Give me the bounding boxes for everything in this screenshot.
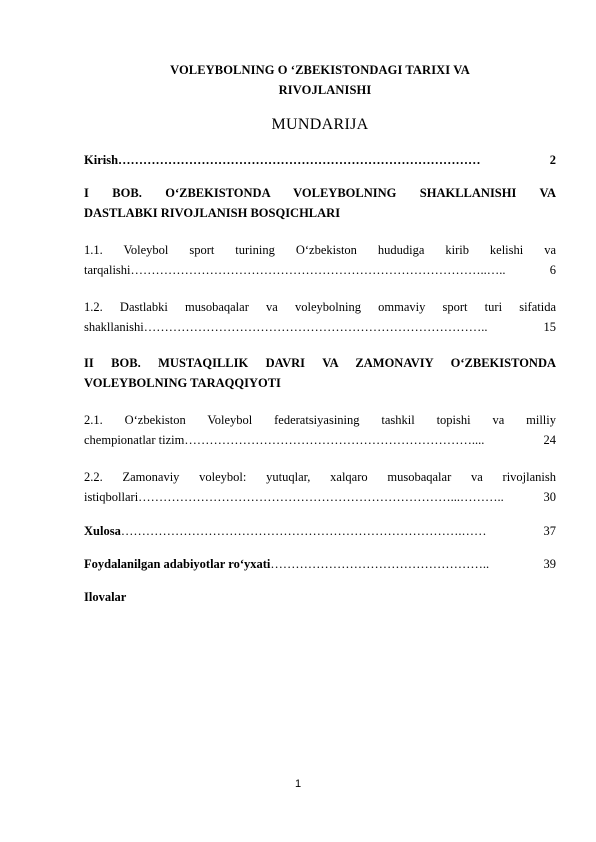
toc-entry-label: tarqalishi	[84, 263, 131, 277]
toc-page-number: 2	[549, 153, 556, 167]
toc-entry-references[interactable]	[84, 554, 556, 574]
toc-page-number: 30	[543, 490, 556, 504]
document-title-line1: VOLEYBOLNING O ‘ZBEKISTONDAGI TARIXI VA	[170, 63, 470, 77]
toc-page-number: 39	[543, 557, 556, 571]
toc-entry-conclusion[interactable]	[84, 521, 556, 541]
toc-leader-dots: …………………………………………………………………...………..	[138, 490, 504, 504]
toc-page-number: 24	[543, 433, 556, 447]
toc-entry-heading-line: 2.1. O‘zbekiston Voleybol federatsiyasining tashkil topishi va milliy	[84, 413, 556, 427]
toc-entry-label: shakllanishi	[84, 320, 144, 334]
toc-entry-appendices[interactable]	[84, 587, 556, 607]
toc-entry-heading-line: 1.1. Voleybol sport turining O‘zbekiston hududiga kirib kelishi va	[84, 243, 556, 257]
toc-page-number: 6	[549, 263, 556, 277]
toc-entry-heading-line: 1.2. Dastlabki musobaqalar va voleybolning ommaviy sport turi sifatida	[84, 300, 556, 314]
toc-entry-label: Xulosa	[84, 524, 121, 538]
toc-leader-dots: ……………………………………………………………………………	[118, 153, 481, 167]
toc-page-number: 37	[543, 524, 556, 538]
toc-entry-chapter-2[interactable]	[84, 353, 556, 393]
toc-entry-chapter-1[interactable]	[84, 183, 556, 223]
toc-entry-introduction[interactable]	[84, 150, 556, 170]
toc-leader-dots: …………………………………………………………………………..…..	[130, 263, 506, 277]
toc-entry-heading-line: 2.2. Zamonaviy voleybol: yutuqlar, xalqaro musobaqalar va rivojlanish	[84, 470, 556, 484]
toc-entry-section-2-1[interactable]	[84, 410, 556, 450]
toc-leader-dots: ……………………………………………………………....	[184, 433, 485, 447]
toc-entry-section-1-2[interactable]	[84, 297, 556, 337]
toc-entry-heading-line2	[84, 373, 556, 393]
toc-entry-label: Ilovalar	[84, 590, 127, 604]
toc-leader-dots: ………………………………………………………………………..	[143, 320, 488, 334]
toc-entry-label: istiqbollari	[84, 490, 139, 504]
document-title	[84, 60, 556, 100]
toc-leader-dots: ……………………………………………..	[270, 557, 490, 571]
toc-entry-label: Kirish	[84, 153, 119, 167]
toc-entry-section-2-2[interactable]	[84, 467, 556, 507]
toc-entry-heading-line: I BOB. O‘ZBEKISTONDA VOLEYBOLNING SHAKLLANISHI VA	[84, 186, 556, 200]
toc-entry-section-1-1[interactable]	[84, 240, 556, 280]
document-title-line2: RIVOJLANISHI	[278, 83, 372, 97]
page-number: 1	[294, 778, 302, 790]
toc-entry-heading-line: II BOB. MUSTAQILLIK DAVRI VA ZAMONAVIY O‘ZBEKISTONDA	[84, 356, 556, 370]
toc-heading: MUNDARIJA	[271, 116, 369, 133]
toc-page-number: 15	[543, 320, 556, 334]
toc-entry-label: DASTLABKI RIVOJLANISH BOSQICHLARI	[84, 206, 341, 220]
toc-leader-dots: ……………………………………………………………………….……	[120, 524, 487, 538]
toc-entry-label: chempionatlar tizim	[84, 433, 185, 447]
toc-entry-label: Foydalanilgan adabiyotlar ro‘yxati	[84, 557, 271, 571]
toc-entry-heading-line2	[84, 203, 556, 223]
toc-entry-label: VOLEYBOLNING TARAQQIYOTI	[84, 376, 281, 390]
